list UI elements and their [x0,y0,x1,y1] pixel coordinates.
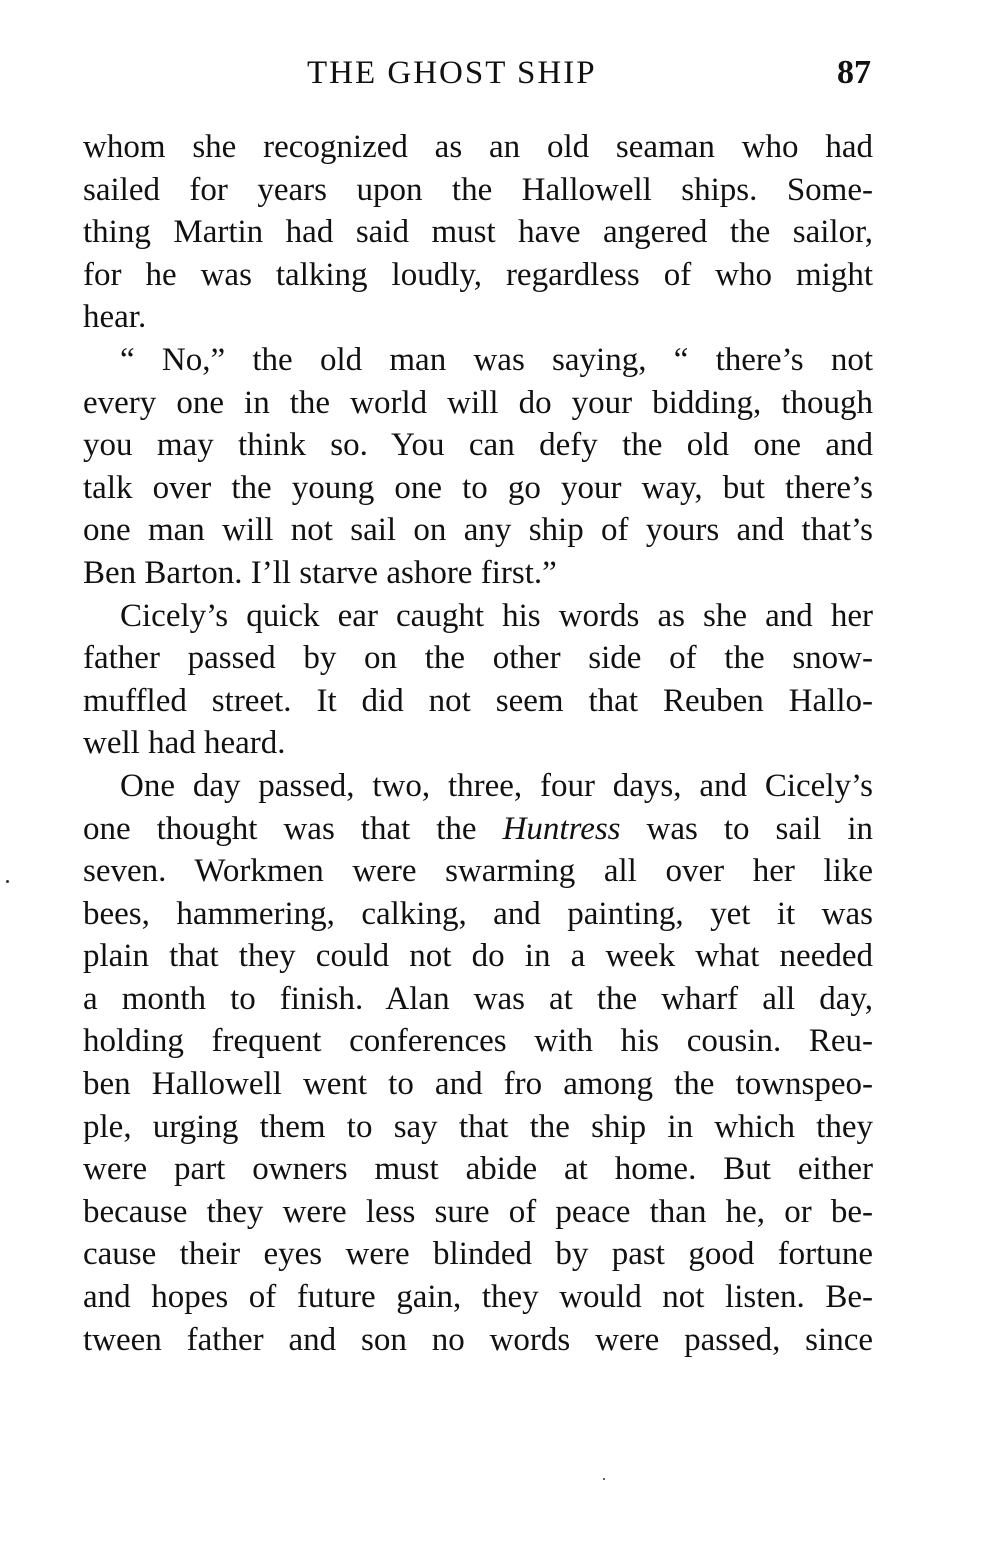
body-text [83,126,873,1361]
scan-speck [603,1478,605,1480]
text-line: tween father and son no words were passed, since [83,1321,873,1358]
text-line: One day passed, two, three, four days, and Cicely’s [120,767,873,804]
text-line: talk over the young one to go your way, but there’s [83,469,873,506]
text-line: “ No,” the old man was saying, “ there’s not [120,341,873,378]
scan-speck [6,880,9,883]
text-line: you may think so. You can defy the old one and [83,427,873,464]
text-line: seven. Workmen were swarming all over her like [83,853,873,890]
text-line: Ben Barton. I’ll starve ashore first.” [83,554,557,591]
text-line: well had heard. [83,725,286,762]
text-line: because they were less sure of peace than he, or be- [83,1193,873,1230]
paragraph [83,339,873,595]
paragraph [83,765,873,1361]
text-line: a month to finish. Alan was at the wharf all day, [83,980,873,1017]
text-line: every one in the world will do your bidding, though [83,384,873,421]
text-line [83,808,873,851]
paragraph [83,595,873,765]
text-line: bees, hammering, calking, and painting, yet it was [83,895,873,932]
text-line: thing Martin had said must have angered the sailor, [83,214,873,251]
ship-name-italic: Huntress [502,810,621,847]
text-line: for he was talking loudly, regardless of who might [83,256,873,293]
page-header [0,48,984,98]
page-number: 87 [837,54,871,91]
text-line: whom she recognized as an old seaman who had [83,129,873,165]
text-line: ben Hallowell went to and fro among the townspeo- [83,1066,873,1103]
text-line: cause their eyes were blinded by past good fortune [83,1236,873,1273]
text-line: holding frequent conferences with his cousin. Reu- [83,1023,873,1060]
text-line: plain that they could not do in a week what needed [83,938,873,975]
text-line: hear. [83,299,147,336]
text-line: ple, urging them to say that the ship in which they [83,1108,873,1145]
text-line: and hopes of future gain, they would not listen. Be- [83,1279,873,1316]
text-line: sailed for years upon the Hallowell ships. Some- [83,171,873,208]
paragraph [83,126,873,339]
text-line: father passed by on the other side of the snow- [83,640,873,677]
text-line: were part owners must abide at home. But either [83,1151,873,1188]
text-line: one man will not sail on any ship of yours and that’s [83,512,873,549]
running-title: THE GHOST SHIP [307,55,597,91]
text-run: one thought was that the [83,810,503,847]
text-line: muffled street. It did not seem that Reuben Hallo- [83,682,873,719]
text-line: Cicely’s quick ear caught his words as she and her [120,597,873,634]
text-run: was to sail in [620,810,873,847]
